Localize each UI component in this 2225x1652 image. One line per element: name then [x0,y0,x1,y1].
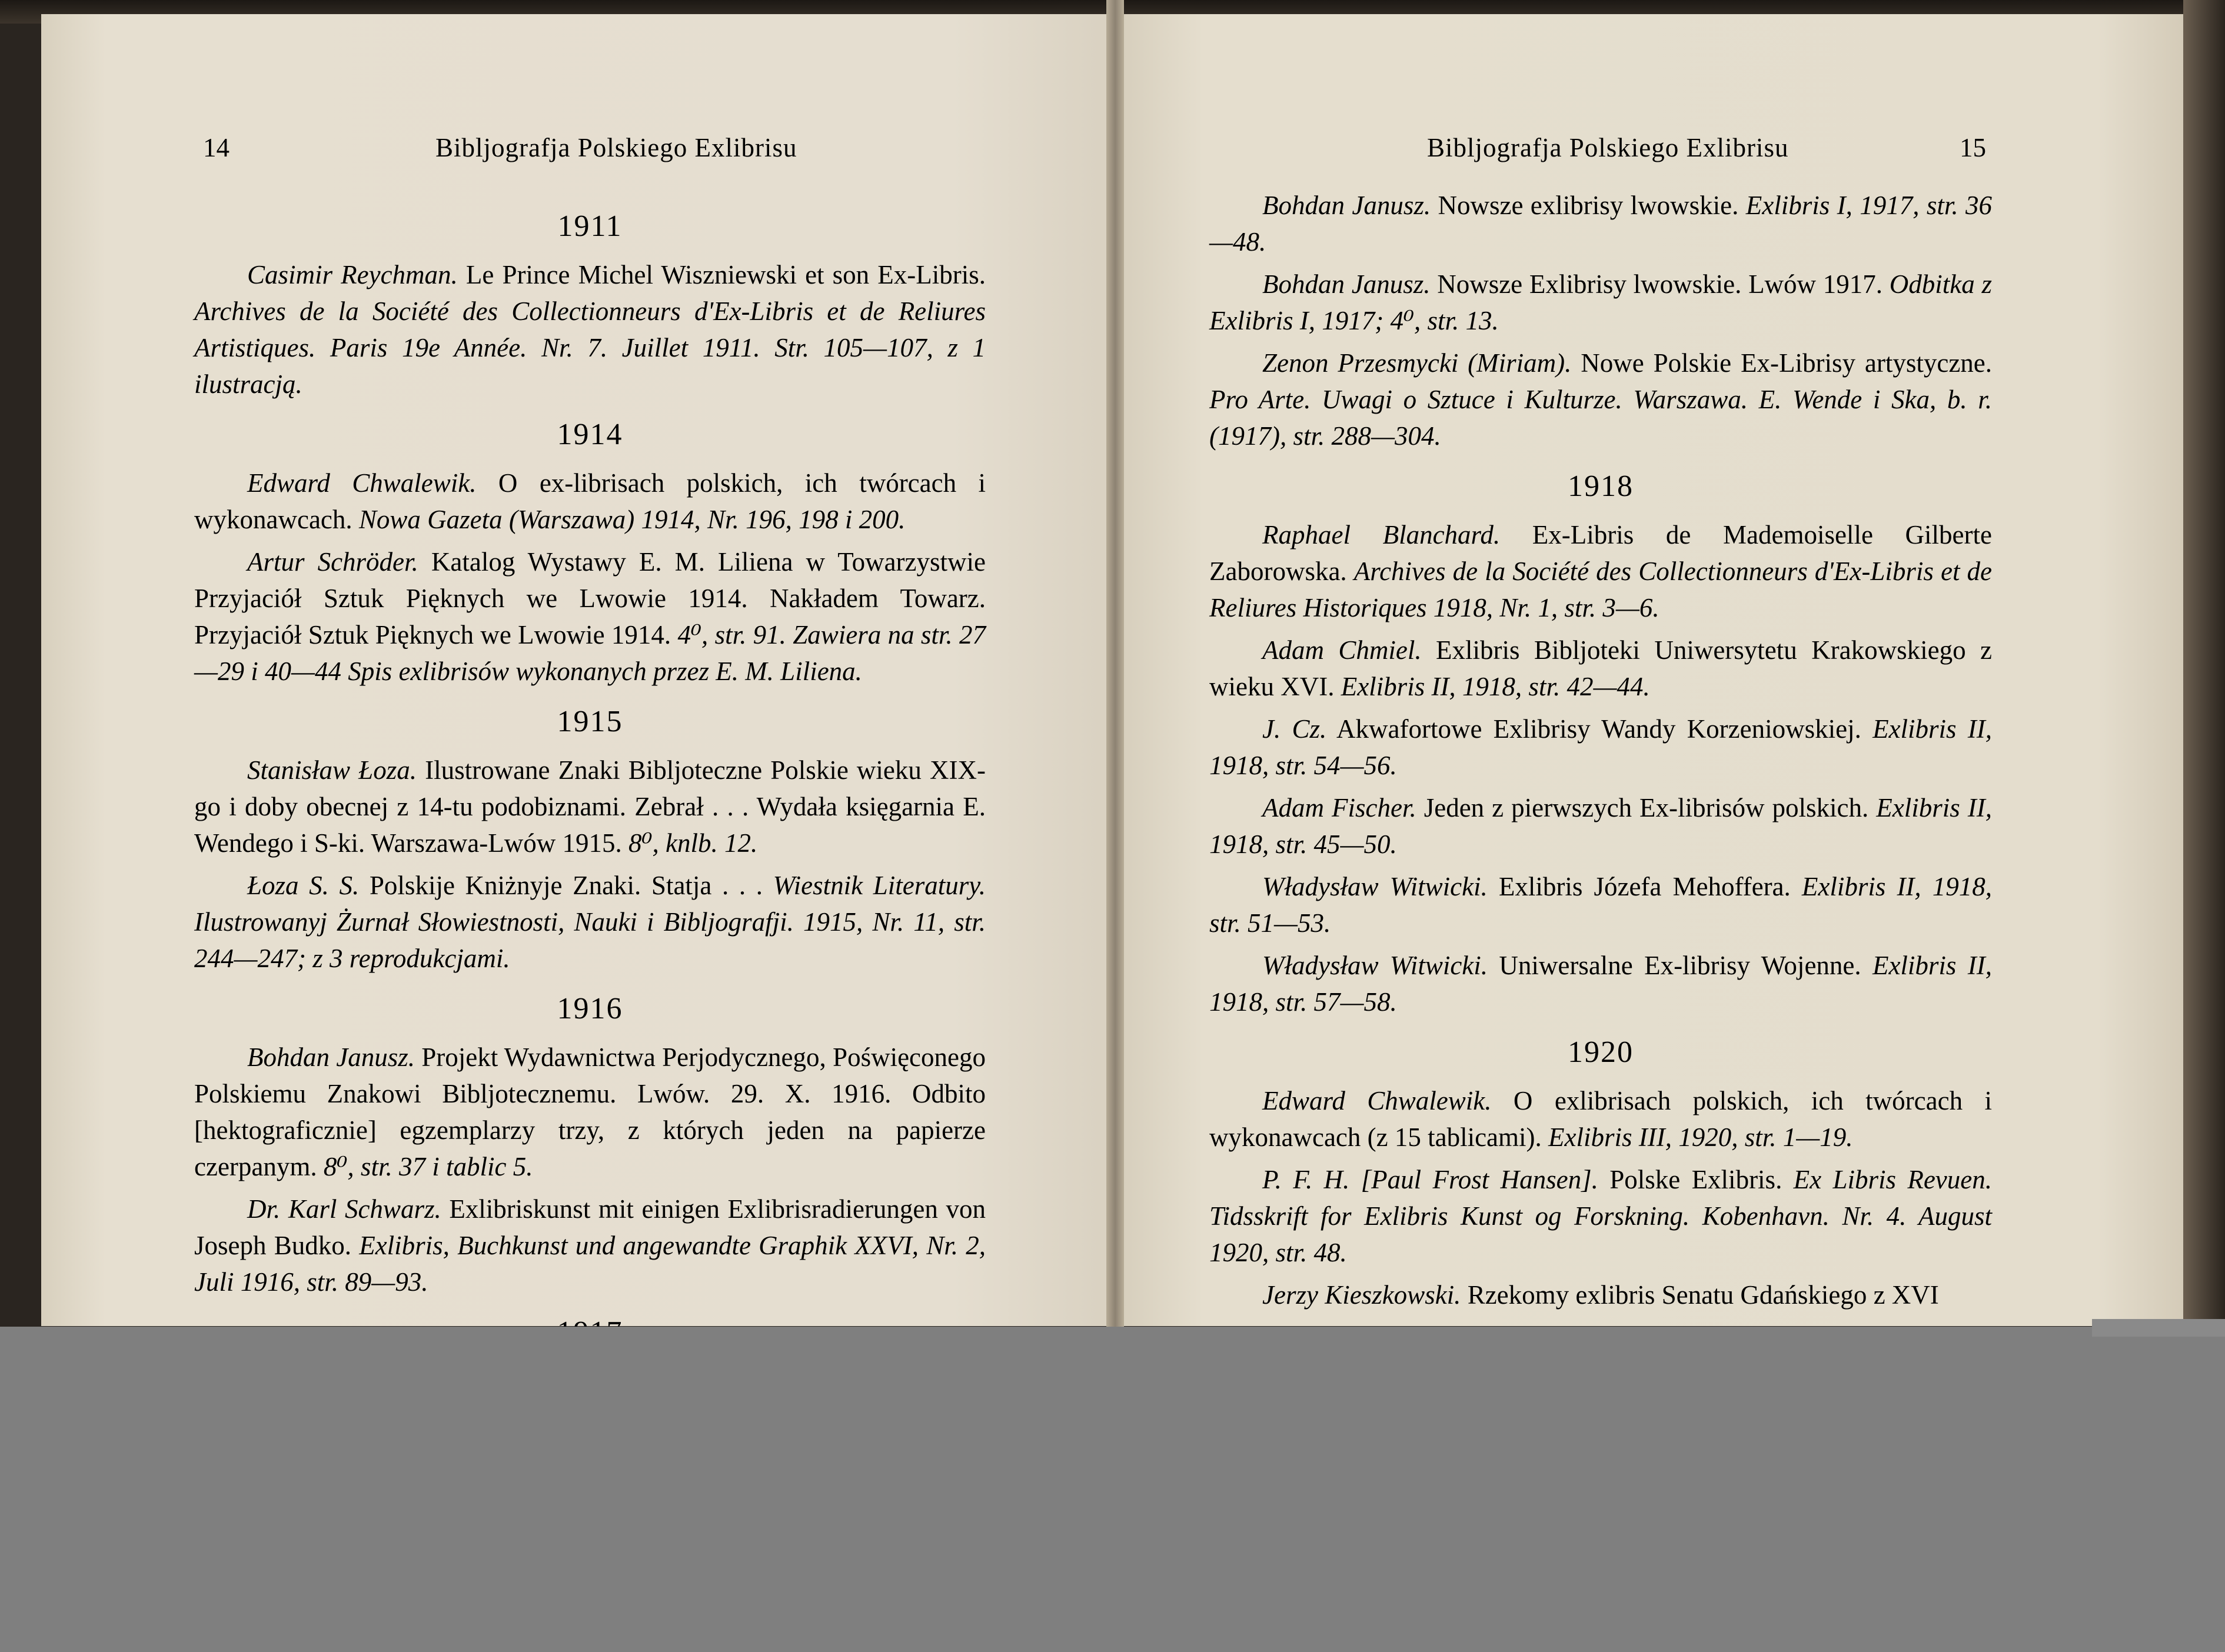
year-heading: 1914 [557,418,623,451]
right-running-head: Bibljografja Polskiego Exlibrisu [1427,133,1789,162]
entry-source: Wiestnik Literatury. Ilustrowanyj Żurnał Słowiestnosti, Nauki i Bibljografji. 1915, Nr. 11, str. 244—247; z 3 reprodukcjami. [194,871,986,973]
entry-author: Dr. Karl Schwarz. [247,1194,441,1224]
bibliography-entry [1209,517,1992,626]
bibliography-entry [1209,266,1992,339]
entry-title: Polskije Kniżnyje Znaki. Statja . . . [359,871,773,900]
book-right-edge [2183,0,2225,1330]
bibliography-entry [1209,187,1992,260]
entry-author: Bohdan Janusz. [1262,269,1431,299]
entry-author: Zenon Przesmycki (Miriam). [1262,348,1572,378]
bibliography-entry [1209,345,1992,454]
year-heading: 1911 [557,209,623,243]
bibliography-entry [194,257,986,402]
left-folio: 14 [203,133,230,162]
entry-source: Exlibris III, 1920, str. 1—19. [1548,1123,1853,1152]
entry-title: Le Prince Michel Wiszniewski et son Ex-Libris. [457,260,986,289]
entry-source: Ex Libris Revuen. Tidsskrift for Exlibris Kunst og Forskning. Kobenhavn. Nr. 4. August 1920, str. 48. [1209,1165,1992,1267]
entry-source: Exlibris II, 1918, str. 42—44. [1341,672,1650,701]
entry-source: Nowa Gazeta (Warszawa) 1914, Nr. 196, 198 i 200. [358,505,906,534]
entry-author: Jerzy Kieszkowski. [1262,1280,1461,1310]
entry-author: Władysław Witwicki. [1262,872,1488,901]
entry-title: Polske Exlibris. [1598,1165,1794,1194]
bibliography-entry [1209,947,1992,1020]
entry-title: Uniwersalne Ex-librisy Wojenne. [1488,951,1873,980]
year-heading: 1916 [557,992,623,1025]
entry-source: Exlibris, Buchkunst und angewandte Graphik XXVI, Nr. 2, Juli 1916, str. 89—93. [194,1231,986,1297]
entry-title: Exlibriskunst mit einigen Exlibrisradierungen von Joseph Budko. [194,1194,986,1260]
entry-title: Ex-Libris de Mademoiselle Gilberte Zaborowska. [1209,520,1992,586]
left-text-column [194,194,986,1363]
entry-title: O exlibrisach polskich, ich twórcach i wykonawcach (z 15 tablicami). [1209,1086,1992,1152]
bibliography-entry [1209,1161,1992,1271]
entry-author: Adam Chmiel. [1262,635,1422,665]
bibliography-entry [194,867,986,977]
entry-author: P. F. H. [Paul Frost Hansen]. [1262,1165,1598,1194]
entry-source: Exlibris I, 1917, str. 36—48. [1209,191,1992,257]
entry-title: Projekt Wydawnictwa Perjodycznego, Poświęconego Polskiemu Znakowi Bibljotecznemu. Lwów. 29. X. 1916. Odbito [hektograficznie] egzemplarzy trzy, z których jeden na papierze czerpanym. [194,1043,986,1181]
entry-title: Akwafortowe Exlibrisy Wandy Korzeniowskiej. [1326,714,1873,744]
entry-title: Nowsze exlibrisy lwowskie. [1431,191,1746,220]
bibliography-entry [194,465,986,538]
entry-author: Łoza S. S. [247,871,360,900]
bibliography-entry [1209,1277,1992,1313]
entry-source: Archives de la Société des Collectionneurs d'Ex-Libris et de Reliures Historiques 1918, Nr. 1, str. 3—6. [1209,557,1992,622]
year-heading: 1915 [557,705,623,738]
bibliography-entry [1209,790,1992,862]
entry-author: J. Cz. [1262,714,1327,744]
right-folio: 15 [1960,133,1986,162]
entry-author: Edward Chwalewik. [1262,1086,1492,1115]
bibliography-entry [194,752,986,861]
entry-source: 4⁰, str. 91. Zawiera na str. 27—29 i 40—44 Spis exlibrisów wykonanych przez E. M. Liliena. [194,620,986,686]
entry-title: O ex-librisach polskich, ich twórcach i wykonawcach. [194,468,986,534]
entry-source: Exlibris II, 1918, str. 54—56. [1209,714,1993,780]
book-gutter [1106,0,1124,1330]
entry-title: Ilustrowane Znaki Bibljoteczne Polskie wieku XIX-go i doby obecnej z 14-tu podobiznami. Zebrał . . . Wydała księgarnia E. Wendego i S-ki. Warszawa-Lwów 1915. [194,755,986,858]
bibliography-entry [1209,711,1992,784]
year-heading: 1918 [1568,469,1634,503]
bibliography-entry [194,1191,986,1300]
gray-block [2092,1319,2225,1337]
entry-author: Władysław Witwicki. [1262,951,1488,980]
entry-title: Katalog Wystawy E. M. Liliena w Towarzystwie Przyjaciół Sztuk Pięknych we Lwowie 1914. Nakładem Towarz. Przyjaciół Sztuk Pięknych we Lwowie 1914. [194,547,986,650]
entry-source: Archives de la Société des Collectionneurs d'Ex-Libris et de Reliures Artistiques. Paris 19e Année. Nr. 7. Juillet 1911. Str. 105—107, z 1 ilustracją. [194,297,986,399]
entry-source: Exlibris II, 1918, str. 57—58. [1209,951,1992,1017]
entry-title: Jeden z pierwszych Ex-librisów polskich. [1416,793,1877,822]
entry-source: Exlibris II, 1918, str. 45—50. [1209,793,1992,859]
entry-title: Exlibris Bibljoteki Uniwersytetu Krakowskiego z wieku XVI. [1209,635,1992,701]
entry-source: 8⁰, knlb. 12. [628,828,758,858]
entry-title: Rzekomy exlibris Senatu Gdańskiego z XVI [1461,1280,1939,1310]
gray-band [0,1327,2225,1652]
entry-source: Exlibris II, 1918, str. 51—53. [1209,872,1993,938]
entry-title: Nowe Polskie Ex-Librisy artystyczne. [1571,348,1993,378]
entry-author: Edward Chwalewik. [247,468,477,498]
bibliography-entry [1209,632,1992,705]
bibliography-entry [1209,868,1992,941]
right-text-column [1209,187,1992,1319]
entry-source: 8⁰, str. 37 i tablic 5. [323,1152,533,1181]
entry-author: Bohdan Janusz. [247,1043,415,1072]
entry-author: Stanisław Łoza. [247,755,417,785]
bibliography-entry [1209,1083,1992,1155]
entry-author: Artur Schröder. [247,547,418,577]
entry-author: Bohdan Janusz. [1262,191,1431,220]
entry-title: Nowsze Exlibrisy lwowskie. Lwów 1917. [1430,269,1890,299]
entry-title: Exlibris Józefa Mehoffera. [1487,872,1802,901]
bibliography-entry [194,1039,986,1185]
entry-source: Pro Arte. Uwagi o Sztuce i Kulturze. Warszawa. E. Wende i Ska, b. r. (1917), str. 288—304. [1209,385,1992,451]
entry-source: Odbitka z Exlibris I, 1917; 4⁰, str. 13. [1209,269,1992,335]
year-heading: 1920 [1568,1035,1634,1069]
entry-author: Raphael Blanchard. [1262,520,1501,549]
entry-author: Casimir Reychman. [247,260,458,289]
left-running-head: Bibljografja Polskiego Exlibrisu [435,133,797,162]
entry-author: Adam Fischer. [1262,793,1416,822]
bibliography-entry [194,544,986,690]
